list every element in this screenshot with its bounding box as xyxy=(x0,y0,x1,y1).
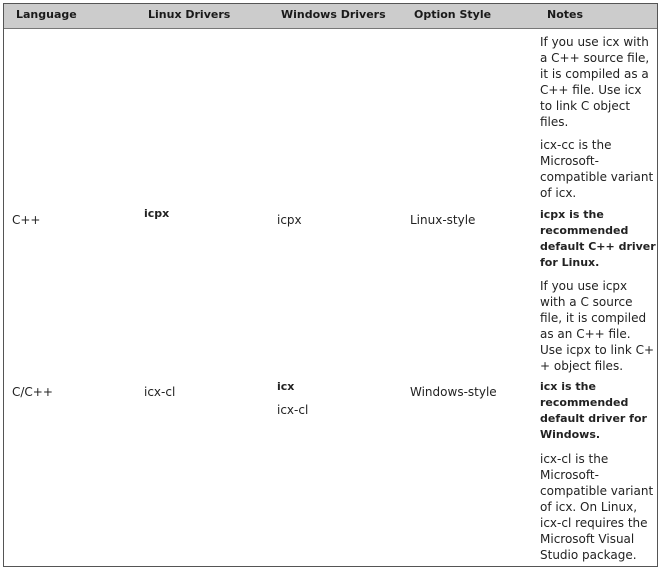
row2-option-style: Windows-style xyxy=(410,385,497,399)
row2-windows-driver-secondary: icx-cl xyxy=(277,403,309,417)
row2-language: C/C++ xyxy=(12,385,53,399)
row2-windows-driver-primary: icx xyxy=(277,380,295,393)
header-windows-drivers: Windows Drivers xyxy=(281,8,386,21)
row1-linux-driver: icpx xyxy=(144,207,170,220)
row1-note-3: icpx is the recommended default C++ driver for Linux. xyxy=(540,208,656,269)
header-notes: Notes xyxy=(547,8,584,21)
row2-note-2: icx-cl is the Microsoft- compatible variant of icx. On Linux, icx-cl requires the Microsoft Visual Studio package. xyxy=(540,452,654,562)
header-linux-drivers: Linux Drivers xyxy=(148,8,231,21)
header-option-style: Option Style xyxy=(414,8,492,21)
table-header xyxy=(4,4,657,29)
row2-note-1: icx is the recommended default driver for Windows. xyxy=(540,380,647,441)
row1-option-style: Linux-style xyxy=(410,213,476,227)
row1-language: C++ xyxy=(12,213,41,227)
row1-note-1: If you use icx with a C++ source file, it is compiled as a C++ file. Use icx to link C object files. xyxy=(540,35,650,129)
row1-note-2: icx-cc is the Microsoft- compatible variant of icx. xyxy=(540,138,654,200)
row1-windows-driver: icpx xyxy=(277,213,302,227)
header-language: Language xyxy=(16,8,77,21)
row1-note-4: If you use icpx with a C source file, it is compiled as an C++ file. Use icpx to link C+ + object files. xyxy=(540,279,655,373)
row2-linux-driver: icx-cl xyxy=(144,385,176,399)
